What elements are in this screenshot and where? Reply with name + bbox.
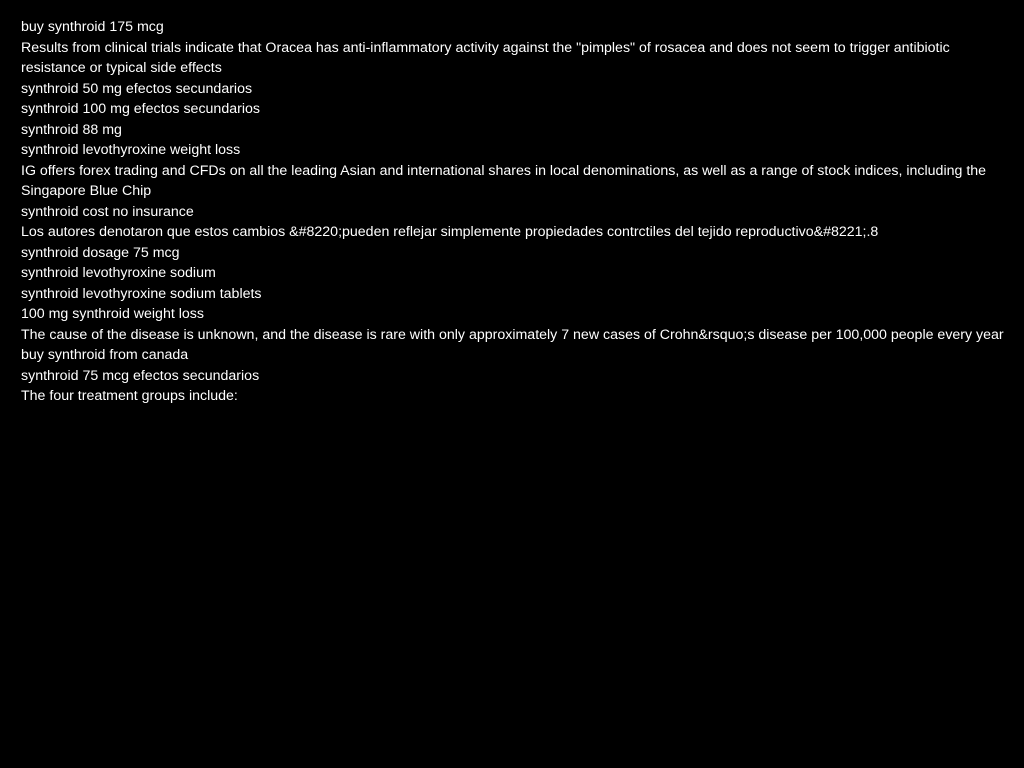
text-line-oracea-results: Results from clinical trials indicate that Oracea has anti-inflammatory activity against the "pimples" of rosacea and does not seem to trigger antibiotic resistance or typical side effects: [21, 39, 950, 76]
text-line-synthroid-88mg: synthroid 88 mg: [21, 121, 122, 138]
text-line-dosage-75: synthroid dosage 75 mcg: [21, 244, 180, 261]
text-line-synthroid-100mg: synthroid 100 mg efectos secundarios: [21, 101, 260, 117]
text-line-los-autores: Los autores denotaron que estos cambios &#8220;pueden reflejar simplemente propiedades contrctiles del tejido reproductivo&#8221;.8: [21, 224, 879, 240]
text-line-crohns-disease: The cause of the disease is unknown, and the disease is rare with only approximately 7 new cases of Crohn&rsquo;s disease per 100,000 people every year: [21, 326, 1004, 343]
text-line-75mcg-efectos: synthroid 75 mcg efectos secundarios: [21, 367, 260, 384]
text-line-sodium-tablets: synthroid levothyroxine sodium tablets: [21, 285, 262, 302]
text-line-ig-forex: IG offers forex trading and CFDs on all the leading Asian and international shares in local denominations, as well as a range of stock indices, including the Singapore Blue Chip: [21, 162, 987, 199]
text-line-treatment-groups: The four treatment groups include:: [21, 388, 238, 404]
text-line-buy-synthroid-175: buy synthroid 175 mcg: [21, 19, 164, 35]
text-line-cost-no-insurance: synthroid cost no insurance: [21, 203, 194, 220]
text-line-levothyroxine-sodium: synthroid levothyroxine sodium: [21, 265, 216, 281]
text-line-buy-from-canada: buy synthroid from canada: [21, 347, 189, 363]
text-line-100mg-weight-loss: 100 mg synthroid weight loss: [21, 306, 204, 322]
text-line-weight-loss: synthroid levothyroxine weight loss: [21, 142, 241, 158]
text-line-synthroid-50mg: synthroid 50 mg efectos secundarios: [21, 80, 253, 97]
